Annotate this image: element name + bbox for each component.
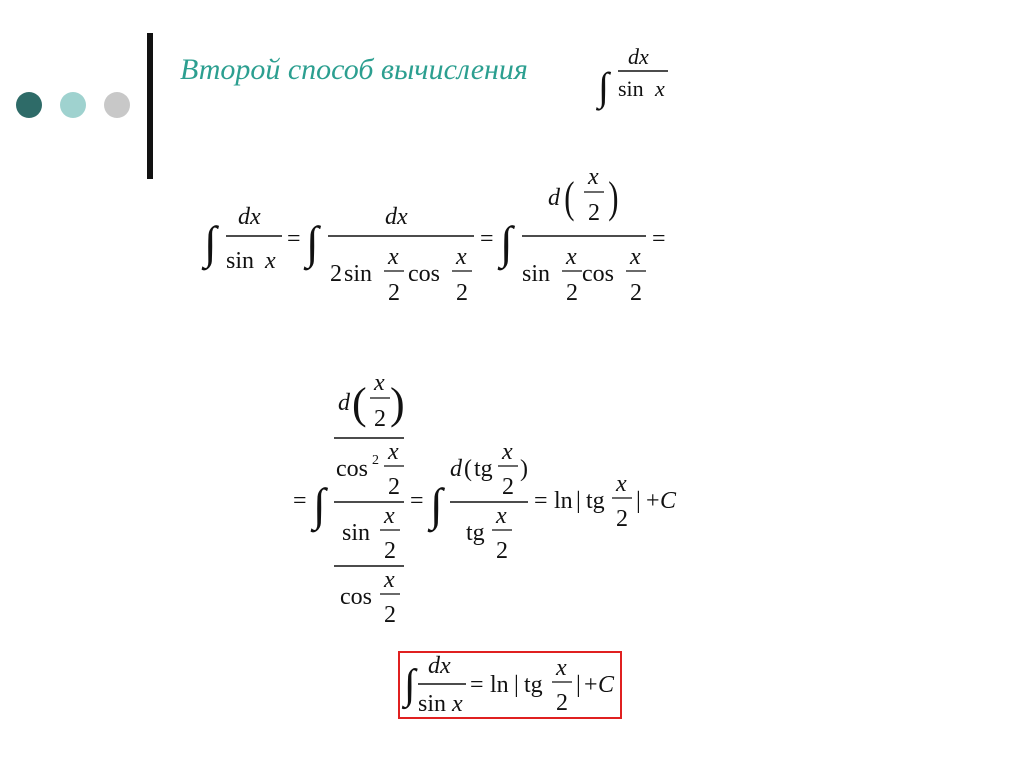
half-x-denominator: 2 xyxy=(384,538,396,564)
equals-sign: = xyxy=(410,488,424,514)
equation-line-2 xyxy=(293,370,677,628)
half-x-numerator: x xyxy=(388,439,399,465)
sin-label: sin xyxy=(342,520,371,546)
tg-label: tg xyxy=(466,520,485,546)
tg-label: tg xyxy=(474,456,493,482)
half-x-numerator: x xyxy=(630,244,641,270)
right-paren: ) xyxy=(520,456,528,482)
left-paren: ( xyxy=(464,456,472,482)
half-x-numerator: x xyxy=(566,244,577,270)
sin-label: sin xyxy=(522,261,551,287)
abs-bar-right: | xyxy=(636,488,641,514)
equals-sign: = xyxy=(534,488,548,514)
integral-sign: ∫ xyxy=(404,662,416,708)
half-x-denominator: 2 xyxy=(456,280,468,306)
slide-title: Второй способ вычисления xyxy=(180,53,528,86)
abs-bar-left: | xyxy=(514,672,519,698)
equals-sign: = xyxy=(287,226,301,252)
half-x-denominator: 2 xyxy=(502,474,514,500)
half-x-numerator: x xyxy=(556,655,567,681)
plus-sign: + xyxy=(646,488,660,514)
tg-label: tg xyxy=(586,488,605,514)
cos-label: cos xyxy=(582,261,614,287)
half-x-denominator: 2 xyxy=(630,280,642,306)
numerator-dx: dx xyxy=(385,204,408,230)
denominator-x: x xyxy=(452,691,463,717)
square-exponent: 2 xyxy=(372,453,379,468)
half-x-denominator: 2 xyxy=(496,538,508,564)
constant-c: C xyxy=(598,672,615,698)
half-x-numerator: x xyxy=(456,244,467,270)
half-x-denominator: 2 xyxy=(374,406,386,432)
equals-sign: = xyxy=(480,226,494,252)
equation-line-1 xyxy=(201,164,666,306)
integral-sign: ∫ xyxy=(598,64,609,109)
integral-sign: ∫ xyxy=(313,479,326,530)
plus-sign: + xyxy=(584,672,598,698)
abs-bar-left: | xyxy=(576,488,581,514)
left-paren: ( xyxy=(564,173,575,223)
half-x-denominator: 2 xyxy=(566,280,578,306)
cos-label: cos xyxy=(408,261,440,287)
denominator-x: x xyxy=(655,76,665,101)
title-integral xyxy=(595,44,668,111)
half-x-denominator: 2 xyxy=(384,602,396,628)
numerator-dx: dx xyxy=(428,653,451,679)
half-x-numerator: x xyxy=(384,567,395,593)
equals-sign: = xyxy=(293,488,307,514)
result-box xyxy=(399,652,621,718)
ln-label: ln xyxy=(490,672,509,698)
differential-d: d xyxy=(450,456,462,482)
differential-d: d xyxy=(548,185,560,211)
cos-label: cos xyxy=(336,456,368,482)
half-x-denominator: 2 xyxy=(556,690,568,716)
denominator-sin: sin xyxy=(418,691,447,717)
integral-sign: ∫ xyxy=(430,479,443,530)
half-x-denominator: 2 xyxy=(588,200,600,226)
numerator-dx: dx xyxy=(628,44,649,69)
numerator-dx: dx xyxy=(238,204,261,230)
left-paren: ( xyxy=(352,379,367,428)
half-x-numerator: x xyxy=(384,503,395,529)
denominator-sin: sin xyxy=(618,76,644,101)
denominator-sin: sin xyxy=(226,248,255,274)
right-paren: ) xyxy=(390,379,405,428)
integral-sign: ∫ xyxy=(500,217,513,268)
differential-d: d xyxy=(338,390,350,416)
tg-label: tg xyxy=(524,672,543,698)
equals-sign: = xyxy=(652,226,666,252)
half-x-numerator: x xyxy=(374,370,385,396)
half-x-denominator: 2 xyxy=(388,474,400,500)
half-x-denominator: 2 xyxy=(616,506,628,532)
half-x-numerator: x xyxy=(388,244,399,270)
ln-label: ln xyxy=(554,488,573,514)
sin-label: sin xyxy=(344,261,373,287)
abs-bar-right: | xyxy=(576,672,581,698)
integral-sign: ∫ xyxy=(306,217,319,268)
cos-label: cos xyxy=(340,584,372,610)
half-x-numerator: x xyxy=(616,471,627,497)
right-paren: ) xyxy=(608,173,619,223)
half-x-numerator: x xyxy=(502,439,513,465)
integral-sign: ∫ xyxy=(204,217,217,268)
half-x-denominator: 2 xyxy=(388,280,400,306)
half-x-numerator: x xyxy=(588,164,599,190)
constant-c: C xyxy=(660,488,677,514)
half-x-numerator: x xyxy=(496,503,507,529)
coefficient-two: 2 xyxy=(330,261,342,287)
denominator-x: x xyxy=(265,248,276,274)
equals-sign: = xyxy=(470,672,484,698)
